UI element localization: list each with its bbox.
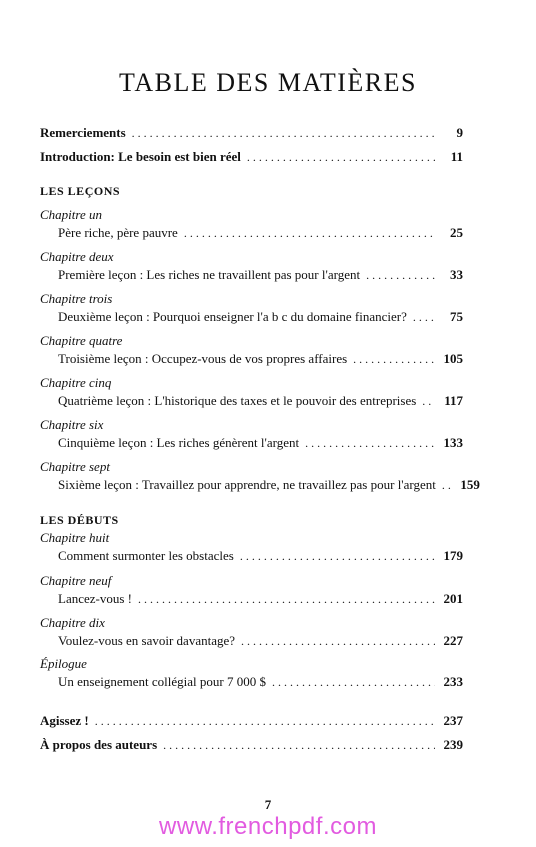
- toc-entry: Comment surmonter les obstacles . . . 179: [58, 547, 463, 565]
- toc-entry: Père riche, père pauvre . . . 25: [58, 224, 463, 242]
- section-heading-beginnings: LES DÉBUTS: [40, 513, 119, 527]
- dot-leader: [305, 434, 435, 452]
- toc-entry: Troisième leçon : Occupez-vous de vos propres affaires . . . 105: [58, 350, 463, 368]
- dot-leader: [95, 712, 435, 730]
- toc-entry: Voulez-vous en savoir davantage? . . . 227: [58, 632, 463, 650]
- dot-leader: [272, 673, 435, 691]
- dot-leader: [241, 632, 435, 650]
- chapter-label: Chapitre huit: [40, 530, 110, 545]
- dot-leader: [422, 392, 435, 410]
- toc-entry: Lancez-vous ! . . . 201: [58, 590, 463, 608]
- toc-entry: Première leçon : Les riches ne travaillent pas pour l'argent . . . 33: [58, 266, 463, 284]
- dot-leader: [442, 476, 452, 494]
- dot-leader: [413, 308, 435, 326]
- chapter-label: Épilogue: [40, 656, 87, 671]
- chapter-label: Chapitre quatre: [40, 333, 123, 348]
- dot-leader: [366, 266, 435, 284]
- chapter-label: Chapitre dix: [40, 615, 105, 630]
- chapter-label: Chapitre deux: [40, 249, 114, 264]
- toc-entry-acknowledgements: Remerciements . . . 9: [40, 124, 463, 142]
- dot-leader: [138, 590, 435, 608]
- dot-leader: [132, 124, 435, 142]
- toc-entry: Un enseignement collégial pour 7 000 $ . . . 233: [58, 673, 463, 691]
- toc-entry-act: Agissez ! . . . 237: [40, 712, 463, 730]
- chapter-label: Chapitre un: [40, 207, 102, 222]
- watermark: www.frenchpdf.com: [159, 813, 377, 840]
- chapter-label: Chapitre sept: [40, 459, 110, 474]
- section-heading-lessons: LES LEÇONS: [40, 184, 121, 198]
- dot-leader: [184, 224, 435, 242]
- toc-entry: Quatrième leçon : L'historique des taxes et le pouvoir des entreprises . . . 117: [58, 392, 463, 410]
- toc-entry-introduction: Introduction: Le besoin est bien réel . . . 11: [40, 148, 463, 166]
- page-title: TABLE DES MATIÈRES: [119, 68, 417, 97]
- dot-leader: [163, 736, 435, 754]
- toc-entry-about-authors: À propos des auteurs . . . 239: [40, 736, 463, 754]
- dot-leader: [247, 148, 435, 166]
- page-number: 7: [264, 797, 272, 812]
- chapter-label: Chapitre cinq: [40, 375, 112, 390]
- chapter-label: Chapitre six: [40, 417, 104, 432]
- dot-leader: [240, 547, 435, 565]
- toc-entry: Cinquième leçon : Les riches génèrent l'argent . . . 133: [58, 434, 463, 452]
- toc-entry: Sixième leçon : Travaillez pour apprendre, ne travaillez pas pour l'argent . . . 159: [58, 476, 463, 494]
- toc-entry: Deuxième leçon : Pourquoi enseigner l'a b c du domaine financier? . . . 75: [58, 308, 463, 326]
- dot-leader: [353, 350, 435, 368]
- chapter-label: Chapitre trois: [40, 291, 113, 306]
- chapter-label: Chapitre neuf: [40, 573, 112, 588]
